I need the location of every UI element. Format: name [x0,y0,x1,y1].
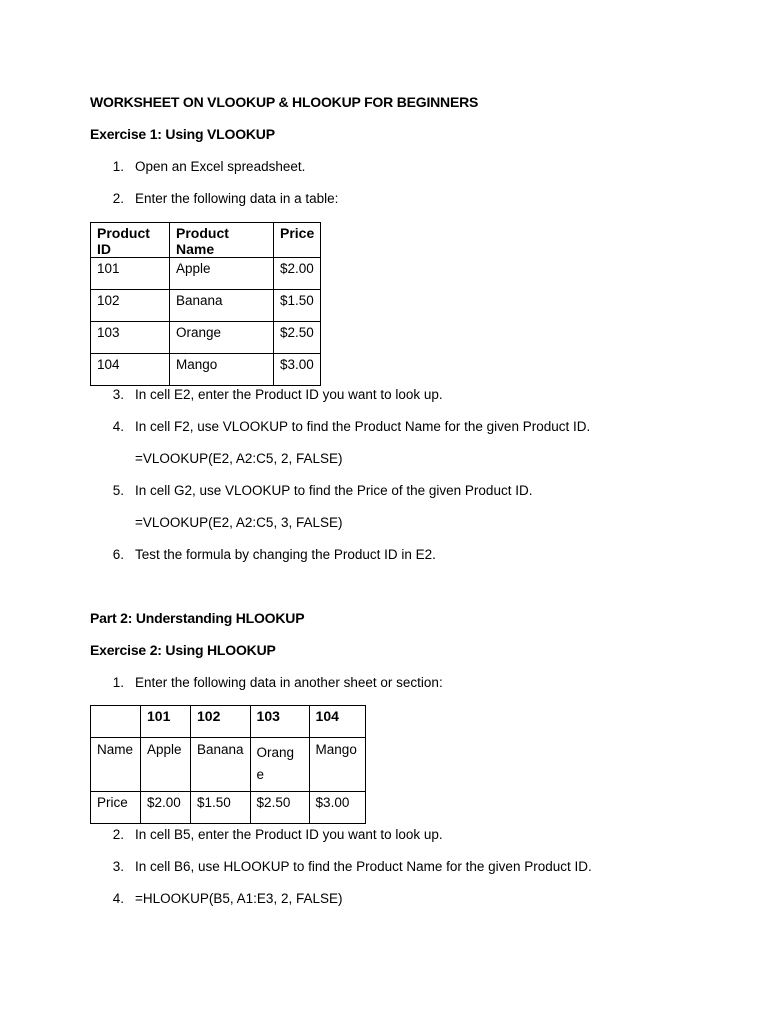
vlookup-data-table [90,222,321,386]
list-text: In cell E2, enter the Product ID you want to look up. [135,387,443,402]
table-cell: 101 [91,258,170,290]
list-number: 3. [112,859,124,874]
table-cell: 102 [91,290,170,322]
table-header-cell: 103 [250,706,309,738]
list-number: 2. [112,827,124,842]
list-number: 6. [112,547,124,562]
table-row [91,792,366,824]
exercise-1-heading: Exercise 1: Using VLOOKUP [90,126,275,142]
list-number: 4. [112,419,124,434]
table-cell: Orange [170,322,274,354]
table-row [91,258,321,290]
exercise-2-heading: Exercise 2: Using HLOOKUP [90,642,276,658]
table-row [91,322,321,354]
table-cell: 103 [91,322,170,354]
table-header-cell: Product ID [91,223,170,258]
list-number: 1. [112,675,124,690]
list-text: Test the formula by changing the Product ID in E2. [135,547,436,562]
table-row [91,738,366,792]
list-text: In cell G2, use VLOOKUP to find the Price of the given Product ID. [135,483,533,498]
list-text: In cell F2, use VLOOKUP to find the Product Name for the given Product ID. [135,419,591,434]
table-header-row [91,223,321,258]
table-cell: Mango [170,354,274,386]
table-header-row [91,706,366,738]
list-number: 5. [112,483,124,498]
list-number: 2. [112,191,124,206]
table-row [91,354,321,386]
formula-text: =VLOOKUP(E2, A2:C5, 3, FALSE) [135,515,343,530]
table-header-cell: 102 [191,706,251,738]
table-row [91,290,321,322]
list-number: 4. [112,891,124,906]
hlookup-data-table [90,705,366,824]
list-text: Enter the following data in a table: [135,191,339,206]
table-cell: Mango [309,738,365,792]
table-cell: $2.50 [274,322,321,354]
list-text: =HLOOKUP(B5, A1:E3, 2, FALSE) [135,891,343,906]
table-cell: $3.00 [309,792,365,824]
formula-text: =VLOOKUP(E2, A2:C5, 2, FALSE) [135,451,343,466]
list-text: Open an Excel spreadsheet. [135,159,306,174]
part-2-heading: Part 2: Understanding HLOOKUP [90,610,305,626]
table-header-cell: Product Name [170,223,274,258]
table-cell: $2.50 [250,792,309,824]
table-cell: $1.50 [191,792,251,824]
table-cell: Price [91,792,141,824]
table-header-cell: 101 [141,706,191,738]
table-cell: $3.00 [274,354,321,386]
table-header-cell [91,706,141,738]
table-cell: $2.00 [274,258,321,290]
table-header-cell: 104 [309,706,365,738]
table-cell: Banana [170,290,274,322]
list-text: In cell B6, use HLOOKUP to find the Product Name for the given Product ID. [135,859,592,874]
table-cell: Apple [170,258,274,290]
table-header-cell: Price [274,223,321,258]
page-title: WORKSHEET ON VLOOKUP & HLOOKUP FOR BEGINNERS [90,94,479,110]
list-text: In cell B5, enter the Product ID you want to look up. [135,827,443,842]
cell-text-wrap: e [256,767,265,782]
table-cell: $1.50 [274,290,321,322]
table-cell: Banana [191,738,251,792]
list-number: 3. [112,387,124,402]
table-cell: 104 [91,354,170,386]
list-number: 1. [112,159,124,174]
list-text: Enter the following data in another sheet or section: [135,675,443,690]
table-cell: Apple [141,738,191,792]
table-cell: Name [91,738,141,792]
table-cell: $2.00 [141,792,191,824]
cell-text: Orang [256,745,295,760]
table-cell [250,738,309,792]
